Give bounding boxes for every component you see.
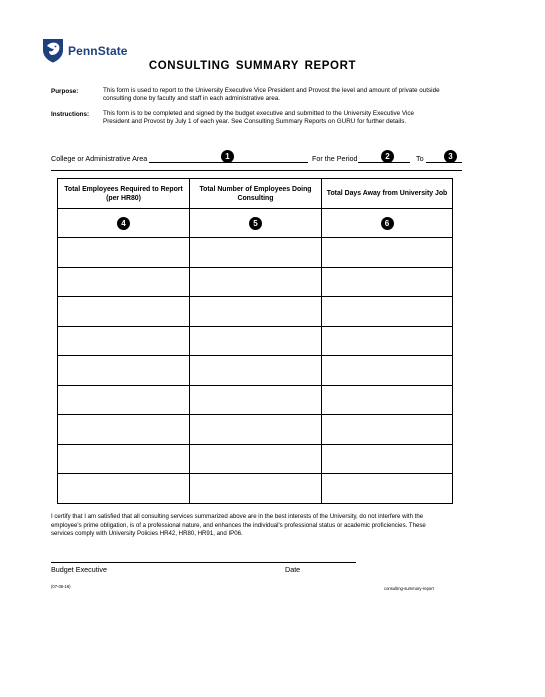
purpose-line: consulting done by faculty and staff in each administrative area.	[103, 95, 281, 102]
table-cell[interactable]	[190, 356, 322, 386]
header-days-away: Total Days Away from University Job	[322, 179, 453, 209]
table-cell[interactable]	[322, 267, 453, 297]
certification-line: services comply with University Policies HR42, HR80, HR91, and IP06.	[51, 530, 243, 538]
purpose-line: This form is used to report to the University Executive Vice President and Provost the level and amount of private outside	[103, 87, 440, 94]
table-row	[58, 267, 453, 297]
table-cell[interactable]	[58, 444, 190, 474]
logo-text: PennState	[68, 43, 128, 58]
header-employees-required: Total Employees Required to Report (per HR80)	[58, 179, 190, 209]
table-cell[interactable]	[58, 415, 190, 445]
table-row	[58, 385, 453, 415]
instructions-line: This form is to be completed and signed by the budget executive and submitted to the University Executive Vice	[103, 110, 415, 117]
table-cell[interactable]	[322, 297, 453, 327]
instructions-label: Instructions:	[51, 111, 90, 118]
form-id: consulting-summary-report	[384, 586, 434, 591]
table-cell[interactable]	[190, 326, 322, 356]
table-cell[interactable]	[190, 297, 322, 327]
table-cell[interactable]	[322, 209, 453, 238]
table-cell[interactable]	[322, 415, 453, 445]
table-cell[interactable]	[190, 415, 322, 445]
table-cell[interactable]	[190, 267, 322, 297]
table-cell[interactable]	[190, 444, 322, 474]
table-cell[interactable]	[190, 474, 322, 504]
table-cell[interactable]	[322, 385, 453, 415]
table-cell[interactable]	[190, 238, 322, 268]
table-cell[interactable]	[322, 474, 453, 504]
form-version: (07-06-16)	[51, 584, 71, 589]
certification-line: I certify that I am satisfied that all consulting services summarized above are in the best interests of the University, do not interfere with the	[51, 513, 424, 520]
table-cell[interactable]	[58, 326, 190, 356]
table-row	[58, 444, 453, 474]
table-header-row	[58, 179, 453, 209]
page-title: CONSULTING SUMMARY REPORT	[148, 60, 357, 72]
table-row	[58, 209, 453, 238]
table-cell[interactable]	[322, 356, 453, 386]
certification-text	[51, 513, 471, 539]
table-cell[interactable]	[58, 474, 190, 504]
table-cell[interactable]	[322, 326, 453, 356]
college-label: College or Administrative Area	[51, 154, 148, 163]
callout-5: 5	[249, 217, 262, 230]
table-row	[58, 297, 453, 327]
table-row	[58, 356, 453, 386]
table-cell[interactable]	[58, 267, 190, 297]
date-label: Date	[285, 565, 301, 574]
purpose-label: Purpose:	[51, 88, 79, 95]
period-end-field[interactable]	[426, 162, 462, 163]
table-cell[interactable]	[58, 385, 190, 415]
period-label: For the Period	[312, 154, 358, 163]
table-row	[58, 238, 453, 268]
table-cell[interactable]	[190, 385, 322, 415]
callout-1: 1	[221, 150, 234, 163]
to-label: To	[416, 154, 424, 163]
instructions-text	[103, 110, 503, 126]
summary-table	[57, 178, 453, 504]
table-row	[58, 326, 453, 356]
table-cell[interactable]	[190, 209, 322, 238]
purpose-text	[103, 87, 503, 103]
callout-2: 2	[381, 150, 394, 163]
table-cell[interactable]	[58, 238, 190, 268]
table-cell[interactable]	[322, 238, 453, 268]
callout-3: 3	[444, 150, 457, 163]
certification-line: employee's prime obligation, is of a professional nature, and enhances the individual's professional status or academic proficiencies. These	[51, 521, 426, 529]
instructions-line: President and Provost by July 1 of each year. See Consulting Summary Reports on GURU for further details.	[103, 118, 407, 125]
budget-executive-label: Budget Executive	[51, 565, 107, 574]
table-row	[58, 474, 453, 504]
table-cell[interactable]	[58, 297, 190, 327]
callout-4: 4	[117, 217, 130, 230]
table-cell[interactable]	[58, 356, 190, 386]
table-cell[interactable]	[58, 209, 190, 238]
callout-6: 6	[381, 217, 394, 230]
signature-line[interactable]	[51, 562, 356, 563]
table-cell[interactable]	[322, 444, 453, 474]
table-row	[58, 415, 453, 445]
section-divider	[51, 170, 462, 171]
header-employees-consulting: Total Number of Employees Doing Consulting	[190, 179, 322, 209]
